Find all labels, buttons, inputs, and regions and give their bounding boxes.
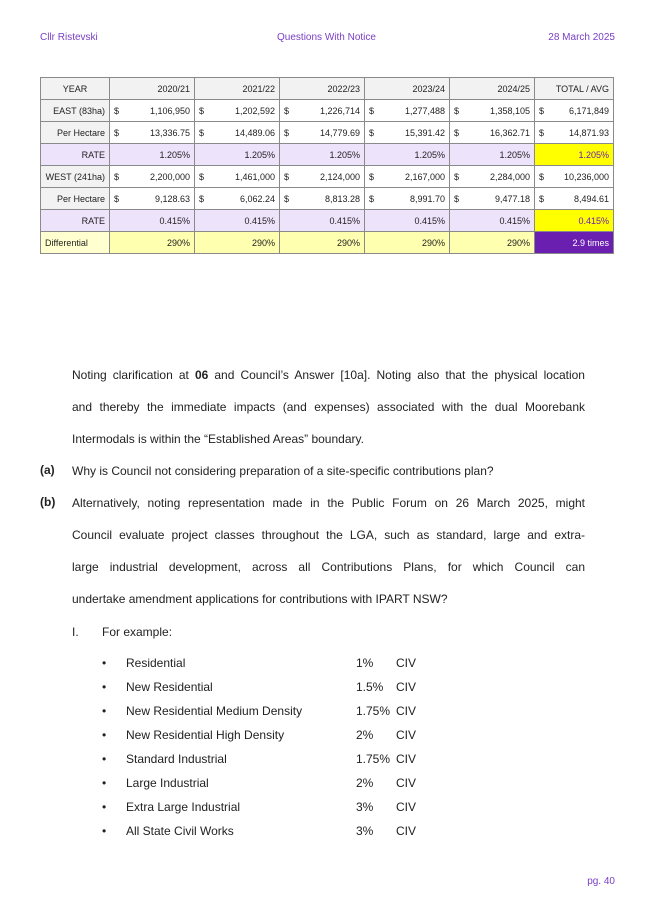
table-cell: 0.415% (450, 210, 535, 232)
row-label: WEST (241ha) (41, 166, 110, 188)
cell-value: 1,202,592 (234, 105, 275, 116)
item-unit: CIV (396, 704, 417, 718)
currency-symbol: $ (369, 193, 375, 204)
currency-symbol: $ (369, 105, 375, 116)
item-label: New Residential Medium Density (126, 704, 303, 718)
item-percent: 2% (356, 728, 374, 742)
rates-table (40, 77, 614, 254)
currency-symbol: $ (539, 127, 545, 138)
sub-item-text: For example: (102, 625, 173, 639)
cell-value: 8,813.28 (324, 193, 360, 204)
cell-value: 1,461,000 (234, 171, 275, 182)
currency-symbol: $ (284, 105, 290, 116)
header-author: Cllr Ristevski (40, 32, 98, 43)
cell-value: 15,391.42 (404, 127, 445, 138)
bullet: • (102, 728, 107, 742)
bullet: • (102, 824, 107, 838)
header-title: Questions With Notice (277, 32, 376, 43)
item-unit: CIV (396, 656, 417, 670)
bullet: • (102, 680, 107, 694)
cell-value: 2,284,000 (489, 171, 530, 182)
currency-symbol: $ (454, 171, 460, 182)
table-cell (195, 188, 280, 210)
item-unit: CIV (396, 800, 417, 814)
table-row-east-per-hectare (41, 122, 614, 144)
intro-line-1 (72, 367, 585, 383)
item-unit: CIV (396, 752, 417, 766)
table-cell: 1.205% (280, 144, 365, 166)
table-cell: 0.415% (280, 210, 365, 232)
column-header: 2022/23 (280, 78, 365, 100)
bullet: • (102, 776, 107, 790)
question-b-line-4: undertake amendment applications for contributions with IPART NSW? (72, 592, 448, 606)
row-label: Per Hectare (41, 188, 110, 210)
item-percent: 1% (356, 656, 374, 670)
item-percent: 2% (356, 776, 374, 790)
table-row-east (41, 100, 614, 122)
cell-value: 1,106,950 (149, 105, 190, 116)
column-header: 2024/25 (450, 78, 535, 100)
currency-symbol: $ (284, 127, 290, 138)
currency-symbol: $ (199, 171, 205, 182)
table-cell: 0.415% (195, 210, 280, 232)
total-cell: 2.9 times (535, 232, 614, 254)
column-header: 2021/22 (195, 78, 280, 100)
currency-symbol: $ (284, 171, 290, 182)
table-cell (195, 166, 280, 188)
table-cell (450, 122, 535, 144)
table-header-row (41, 78, 614, 100)
table-cell (280, 166, 365, 188)
page-number: pg. 40 (587, 876, 615, 887)
table-cell: 290% (365, 232, 450, 254)
currency-symbol: $ (454, 105, 460, 116)
currency-symbol: $ (539, 105, 545, 116)
currency-symbol: $ (114, 105, 120, 116)
list-item (102, 656, 432, 672)
item-label: Residential (126, 656, 186, 670)
cell-value: 8,991.70 (409, 193, 445, 204)
cell-value: 8,494.61 (573, 193, 609, 204)
item-unit: CIV (396, 680, 417, 694)
bullet: • (102, 800, 107, 814)
question-b-line-2: Council evaluate project classes throughout the LGA, such as standard, large and extra- (72, 528, 585, 542)
question-b-line-1: Alternatively, noting representation made in the Public Forum on 26 March 2025, might (72, 496, 585, 510)
cell-value: 6,171,849 (568, 105, 609, 116)
table-cell: 1.205% (450, 144, 535, 166)
table-cell (110, 188, 195, 210)
cell-value: 2,200,000 (149, 171, 190, 182)
column-header: 2020/21 (110, 78, 195, 100)
table-cell (535, 188, 614, 210)
cell-value: 14,779.69 (319, 127, 360, 138)
cell-value: 6,062.24 (239, 193, 275, 204)
row-label: RATE (41, 144, 110, 166)
currency-symbol: $ (369, 171, 375, 182)
item-percent: 3% (356, 800, 374, 814)
currency-symbol: $ (114, 127, 120, 138)
table-cell: 1.205% (195, 144, 280, 166)
table-cell (365, 188, 450, 210)
list-item (102, 800, 432, 816)
table-cell (195, 122, 280, 144)
column-header: YEAR (41, 78, 110, 100)
item-unit: CIV (396, 824, 417, 838)
table-cell: 290% (110, 232, 195, 254)
item-label: New Residential High Density (126, 728, 285, 742)
total-cell: 0.415% (535, 210, 614, 232)
item-percent: 1.5% (356, 680, 384, 694)
bullet: • (102, 704, 107, 718)
cell-value: 16,362.71 (489, 127, 530, 138)
currency-symbol: $ (539, 193, 545, 204)
item-label: New Residential (126, 680, 213, 694)
question-a-text: Why is Council not considering preparation of a site-specific contributions plan? (72, 464, 494, 478)
table-cell: 1.205% (365, 144, 450, 166)
list-item (102, 680, 432, 696)
currency-symbol: $ (199, 193, 205, 204)
list-item (102, 752, 432, 768)
cell-value: 10,236,000 (563, 171, 609, 182)
table-cell (280, 122, 365, 144)
intro-text: and Council’s Answer [10a]. Noting also that the physical location (208, 368, 585, 382)
table-cell (365, 100, 450, 122)
cell-value: 2,124,000 (319, 171, 360, 182)
cell-value: 9,128.63 (154, 193, 190, 204)
table-cell (110, 166, 195, 188)
question-b-line-3: large industrial development, across all Contributions Plans, for which Council can (72, 560, 585, 574)
table-cell (365, 166, 450, 188)
row-label: Per Hectare (41, 122, 110, 144)
table-cell (195, 100, 280, 122)
table-cell (535, 100, 614, 122)
list-item (102, 824, 432, 840)
cell-value: 14,489.06 (234, 127, 275, 138)
intro-reference: 06 (194, 368, 209, 382)
list-item (102, 704, 432, 720)
currency-symbol: $ (114, 171, 120, 182)
cell-value: 1,277,488 (404, 105, 445, 116)
table-row-west-rate (41, 210, 614, 232)
item-label: Standard Industrial (126, 752, 227, 766)
table-cell: 290% (195, 232, 280, 254)
currency-symbol: $ (199, 105, 205, 116)
currency-symbol: $ (114, 193, 120, 204)
currency-symbol: $ (454, 193, 460, 204)
table-cell (450, 100, 535, 122)
currency-symbol: $ (284, 193, 290, 204)
column-header: TOTAL / AVG (535, 78, 614, 100)
item-label: All State Civil Works (126, 824, 234, 838)
cell-value: 1,358,105 (489, 105, 530, 116)
intro-line-3: Intermodals is within the “Established Areas” boundary. (72, 432, 364, 446)
cell-value: 14,871.93 (568, 127, 609, 138)
table-cell (110, 100, 195, 122)
cell-value: 13,336.75 (149, 127, 190, 138)
header-date: 28 March 2025 (548, 32, 615, 43)
cell-value: 9,477.18 (494, 193, 530, 204)
cell-value: 2,167,000 (404, 171, 445, 182)
list-item (102, 728, 432, 744)
question-b-label: (b) (40, 495, 56, 509)
item-label: Large Industrial (126, 776, 209, 790)
table-row-differential (41, 232, 614, 254)
row-label: Differential (41, 232, 110, 254)
item-percent: 1.75% (356, 704, 391, 718)
table-cell (280, 188, 365, 210)
sub-item-label: I. (72, 625, 79, 639)
intro-text: Noting clarification at (72, 368, 195, 382)
list-item (102, 776, 432, 792)
table-cell: 1.205% (110, 144, 195, 166)
bullet: • (102, 752, 107, 766)
currency-symbol: $ (369, 127, 375, 138)
table-cell: 0.415% (365, 210, 450, 232)
table-row-east-rate (41, 144, 614, 166)
item-unit: CIV (396, 776, 417, 790)
intro-line-2: and thereby the immediate impacts (and expenses) associated with the dual Moorebank (72, 400, 585, 414)
table-cell (280, 100, 365, 122)
table-cell (450, 166, 535, 188)
item-unit: CIV (396, 728, 417, 742)
table-row-west-per-hectare (41, 188, 614, 210)
currency-symbol: $ (539, 171, 545, 182)
table-cell (535, 166, 614, 188)
currency-symbol: $ (199, 127, 205, 138)
total-cell: 1.205% (535, 144, 614, 166)
question-a-label: (a) (40, 463, 55, 477)
table-cell (365, 122, 450, 144)
table-cell (110, 122, 195, 144)
cell-value: 1,226,714 (319, 105, 360, 116)
table-cell: 290% (280, 232, 365, 254)
row-label: RATE (41, 210, 110, 232)
item-percent: 1.75% (356, 752, 391, 766)
row-label: EAST (83ha) (41, 100, 110, 122)
currency-symbol: $ (454, 127, 460, 138)
item-label: Extra Large Industrial (126, 800, 241, 814)
column-header: 2023/24 (365, 78, 450, 100)
table-cell: 0.415% (110, 210, 195, 232)
item-percent: 3% (356, 824, 374, 838)
table-cell (450, 188, 535, 210)
table-cell: 290% (450, 232, 535, 254)
table-cell (535, 122, 614, 144)
table-row-west (41, 166, 614, 188)
bullet: • (102, 656, 107, 670)
